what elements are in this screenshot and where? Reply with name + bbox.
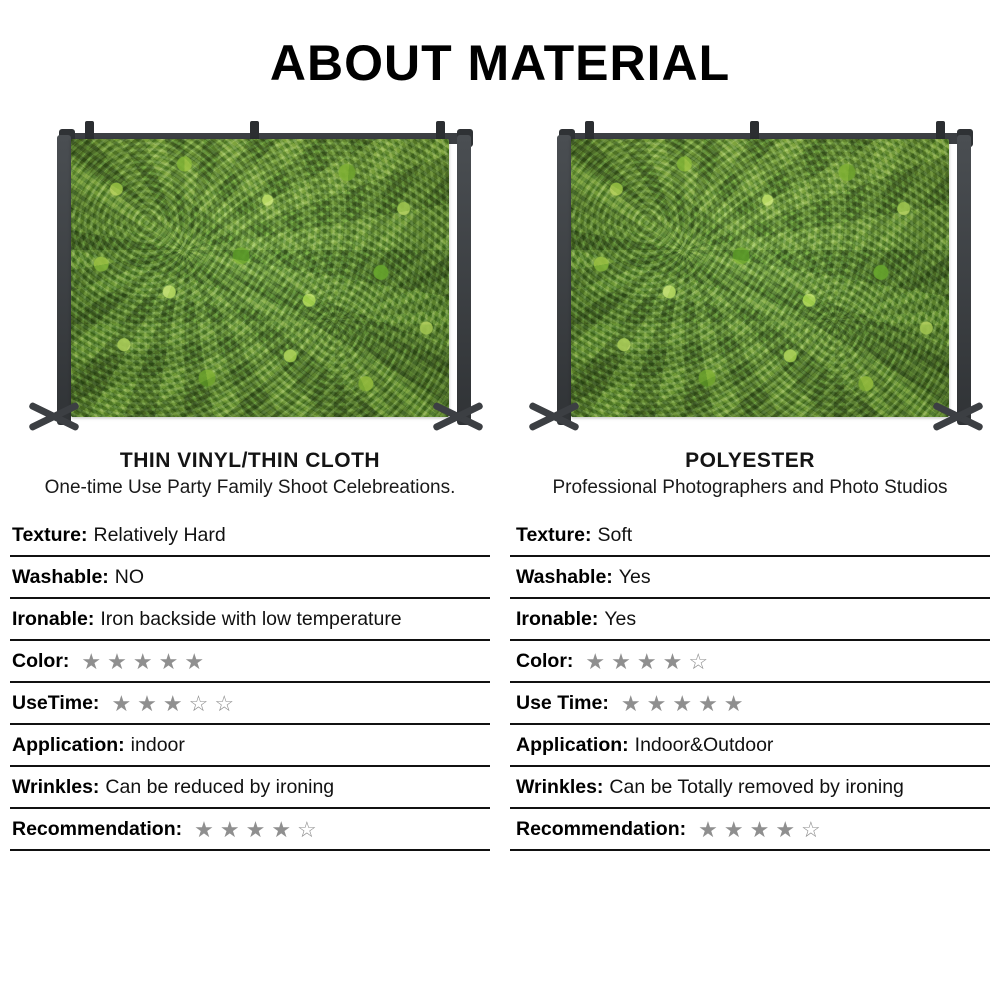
spec-row xyxy=(510,515,990,557)
spec-key: Wrinkles: xyxy=(516,776,604,798)
spec-table-left xyxy=(10,515,490,851)
spec-row xyxy=(510,683,990,725)
star-empty-icon: ☆ xyxy=(188,690,209,716)
star-rating xyxy=(620,690,744,716)
stand-pole-left xyxy=(557,135,571,425)
spec-value: Yes xyxy=(604,608,637,630)
star-filled-icon: ★ xyxy=(219,816,240,842)
caption-subtitle-right: Professional Photographers and Photo Studios xyxy=(552,477,948,498)
spec-key: Texture: xyxy=(516,524,592,546)
star-filled-icon: ★ xyxy=(585,648,606,674)
star-filled-icon: ★ xyxy=(107,648,127,674)
page-title: ABOUT MATERIAL xyxy=(269,35,731,91)
star-rating xyxy=(194,816,317,842)
spec-row xyxy=(10,641,490,683)
comparison-columns xyxy=(0,113,1000,851)
star-filled-icon: ★ xyxy=(723,816,744,842)
star-rating xyxy=(585,648,709,674)
spec-row xyxy=(510,725,990,767)
star-filled-icon: ★ xyxy=(184,648,205,674)
spec-value: Yes xyxy=(618,566,651,588)
spec-row xyxy=(10,767,490,809)
star-empty-icon: ☆ xyxy=(688,648,709,674)
spec-value: Can be reduced by ironing xyxy=(105,776,335,798)
cloth-shading xyxy=(571,139,949,417)
spec-value: indoor xyxy=(130,734,185,756)
star-filled-icon: ★ xyxy=(611,648,631,674)
spec-value: Iron backside with low temperature xyxy=(100,608,402,630)
star-rating xyxy=(111,690,235,716)
star-filled-icon: ★ xyxy=(194,816,214,842)
cloth-shading xyxy=(71,139,449,417)
star-filled-icon: ★ xyxy=(620,690,641,716)
spec-row xyxy=(510,809,990,851)
star-filled-icon: ★ xyxy=(698,690,718,716)
star-filled-icon: ★ xyxy=(749,816,770,842)
caption-title-right: POLYESTER xyxy=(685,449,815,472)
spec-key: Washable: xyxy=(516,566,613,588)
spec-key: Use Time: xyxy=(516,692,609,714)
star-filled-icon: ★ xyxy=(662,648,683,674)
star-empty-icon: ☆ xyxy=(801,816,821,842)
stand-pole-right xyxy=(457,135,471,425)
spec-key: UseTime: xyxy=(12,692,100,714)
star-filled-icon: ★ xyxy=(245,816,266,842)
star-empty-icon: ☆ xyxy=(297,816,317,842)
star-filled-icon: ★ xyxy=(698,816,718,842)
star-filled-icon: ★ xyxy=(132,648,153,674)
spec-key: Recommendation: xyxy=(516,818,687,840)
spec-key: Color: xyxy=(12,650,70,672)
star-filled-icon: ★ xyxy=(162,690,183,716)
stand-foot-right xyxy=(925,395,995,437)
spec-value: Soft xyxy=(597,524,633,546)
spec-key: Recommendation: xyxy=(12,818,183,840)
star-filled-icon: ★ xyxy=(111,690,132,716)
spec-key: Application: xyxy=(12,734,125,756)
star-filled-icon: ★ xyxy=(158,648,179,674)
spec-key: Wrinkles: xyxy=(12,776,100,798)
caption-title-left: THIN VINYL/THIN CLOTH xyxy=(119,449,381,472)
spec-value: NO xyxy=(114,566,145,588)
stand-foot-right xyxy=(425,395,495,437)
spec-value: Indoor&Outdoor xyxy=(634,734,774,756)
spec-value: Can be Totally removed by ironing xyxy=(609,776,904,798)
star-filled-icon: ★ xyxy=(646,690,667,716)
spec-key: Ironable: xyxy=(516,608,599,630)
spec-key: Washable: xyxy=(12,566,109,588)
backdrop-stand-illustration-left xyxy=(15,113,485,443)
stand-foot-left xyxy=(521,395,591,437)
star-filled-icon: ★ xyxy=(636,648,657,674)
star-filled-icon: ★ xyxy=(271,816,292,842)
spec-key: Texture: xyxy=(12,524,88,546)
star-filled-icon: ★ xyxy=(672,690,693,716)
spec-row xyxy=(510,599,990,641)
star-empty-icon: ☆ xyxy=(214,690,235,716)
spec-table-right xyxy=(510,515,990,851)
material-column-polyester xyxy=(510,113,990,851)
spec-row xyxy=(10,809,490,851)
spec-row xyxy=(10,599,490,641)
star-filled-icon: ★ xyxy=(723,690,744,716)
star-rating xyxy=(698,816,821,842)
stand-pole-right xyxy=(957,135,971,425)
spec-row xyxy=(510,641,990,683)
stand-pole-left xyxy=(57,135,71,425)
material-column-thin-vinyl xyxy=(10,113,490,851)
backdrop-stand-illustration-right xyxy=(515,113,985,443)
caption-subtitle-left: One-time Use Party Family Shoot Celebreations. xyxy=(44,477,456,498)
star-filled-icon: ★ xyxy=(137,690,157,716)
star-rating xyxy=(81,648,205,674)
spec-key: Application: xyxy=(516,734,629,756)
backdrop-cloth-image-right xyxy=(571,139,949,417)
spec-row xyxy=(10,683,490,725)
spec-key: Color: xyxy=(516,650,574,672)
backdrop-cloth-image-left xyxy=(71,139,449,417)
spec-key: Ironable: xyxy=(12,608,95,630)
spec-row xyxy=(10,515,490,557)
spec-row xyxy=(510,557,990,599)
star-filled-icon: ★ xyxy=(81,648,102,674)
spec-row xyxy=(510,767,990,809)
stand-foot-left xyxy=(21,395,91,437)
spec-value: Relatively Hard xyxy=(93,524,226,546)
star-filled-icon: ★ xyxy=(775,816,796,842)
spec-row xyxy=(10,725,490,767)
spec-row xyxy=(10,557,490,599)
